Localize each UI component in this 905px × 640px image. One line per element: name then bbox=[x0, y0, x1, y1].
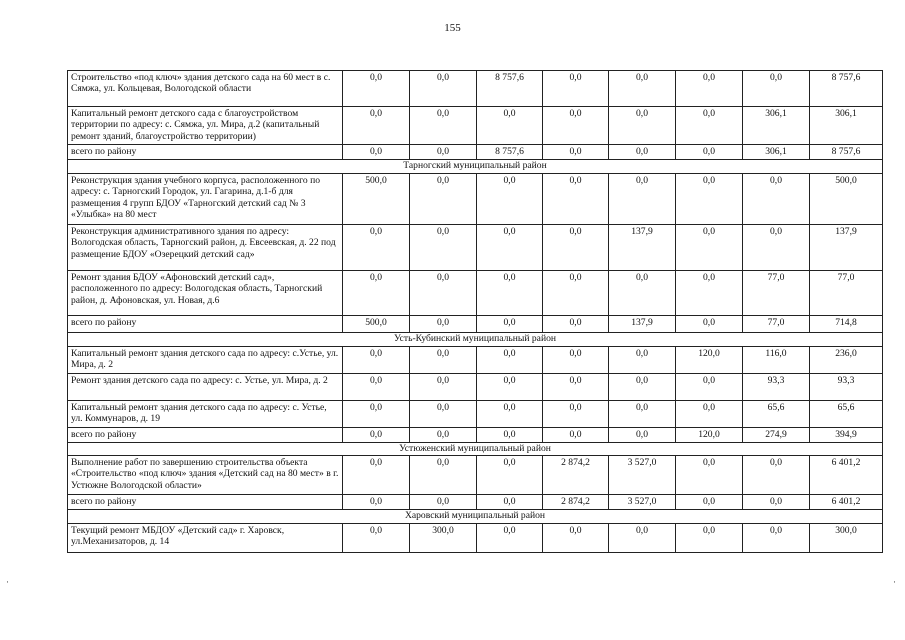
value-cell: 77,0 bbox=[743, 271, 810, 316]
value-cell: 0,0 bbox=[676, 524, 743, 553]
edge-mark-right: · bbox=[893, 577, 896, 587]
page-number: 155 bbox=[444, 22, 461, 34]
value-cell: 0,0 bbox=[343, 71, 410, 107]
value-cell: 0,0 bbox=[543, 428, 609, 443]
value-cell: 0,0 bbox=[477, 174, 543, 225]
region-header-row bbox=[68, 443, 883, 456]
value-cell: 0,0 bbox=[543, 71, 609, 107]
value-cell: 0,0 bbox=[343, 374, 410, 401]
value-cell: 120,0 bbox=[676, 347, 743, 374]
value-cell: 0,0 bbox=[743, 456, 810, 495]
row-description: Ремонт здания БДОУ «Афоновский детский сад», расположенного по адресу: Вологодская область, Тарногский район, д. Афоновская, ул. Новая, д.6 bbox=[68, 271, 343, 316]
value-cell: 0,0 bbox=[743, 225, 810, 271]
value-cell: 0,0 bbox=[477, 374, 543, 401]
region-header-row bbox=[68, 160, 883, 174]
table-row bbox=[68, 316, 883, 333]
value-cell: 3 527,0 bbox=[609, 456, 676, 495]
value-cell: 8 757,6 bbox=[810, 71, 883, 107]
value-cell: 65,6 bbox=[810, 401, 883, 428]
value-cell: 0,0 bbox=[343, 524, 410, 553]
value-cell: 0,0 bbox=[676, 401, 743, 428]
value-cell: 0,0 bbox=[676, 495, 743, 510]
value-cell: 0,0 bbox=[410, 456, 477, 495]
value-cell: 0,0 bbox=[410, 145, 477, 160]
value-cell: 0,0 bbox=[676, 316, 743, 333]
value-cell: 0,0 bbox=[543, 145, 609, 160]
region-header-row bbox=[68, 333, 883, 347]
row-description: всего по району bbox=[68, 145, 343, 160]
value-cell: 77,0 bbox=[743, 316, 810, 333]
funding-table bbox=[67, 70, 883, 553]
region-title: Тарногский муниципальный район bbox=[68, 160, 883, 174]
value-cell: 65,6 bbox=[743, 401, 810, 428]
value-cell: 0,0 bbox=[477, 495, 543, 510]
region-title: Усть-Кубинский муниципальный район bbox=[68, 333, 883, 347]
value-cell: 0,0 bbox=[609, 374, 676, 401]
table-row bbox=[68, 225, 883, 271]
value-cell: 137,9 bbox=[810, 225, 883, 271]
value-cell: 0,0 bbox=[743, 71, 810, 107]
row-description: всего по району bbox=[68, 495, 343, 510]
value-cell: 0,0 bbox=[676, 145, 743, 160]
row-description: Капитальный ремонт здания детского сада по адресу: с.Устье, ул. Мира, д. 2 bbox=[68, 347, 343, 374]
value-cell: 0,0 bbox=[477, 428, 543, 443]
row-description: всего по району bbox=[68, 316, 343, 333]
value-cell: 120,0 bbox=[676, 428, 743, 443]
value-cell: 0,0 bbox=[343, 347, 410, 374]
value-cell: 0,0 bbox=[543, 225, 609, 271]
value-cell: 500,0 bbox=[343, 174, 410, 225]
value-cell: 0,0 bbox=[343, 145, 410, 160]
value-cell: 236,0 bbox=[810, 347, 883, 374]
value-cell: 0,0 bbox=[477, 225, 543, 271]
value-cell: 8 757,6 bbox=[477, 71, 543, 107]
value-cell: 0,0 bbox=[543, 347, 609, 374]
table-row bbox=[68, 456, 883, 495]
value-cell: 0,0 bbox=[743, 174, 810, 225]
value-cell: 300,0 bbox=[410, 524, 477, 553]
value-cell: 0,0 bbox=[477, 316, 543, 333]
value-cell: 2 874,2 bbox=[543, 495, 609, 510]
value-cell: 0,0 bbox=[676, 107, 743, 145]
value-cell: 3 527,0 bbox=[609, 495, 676, 510]
value-cell: 0,0 bbox=[676, 271, 743, 316]
value-cell: 306,1 bbox=[743, 145, 810, 160]
value-cell: 0,0 bbox=[410, 401, 477, 428]
value-cell: 0,0 bbox=[343, 271, 410, 316]
value-cell: 0,0 bbox=[543, 174, 609, 225]
row-description: Капитальный ремонт здания детского сада по адресу: с. Устье, ул. Коммунаров, д. 19 bbox=[68, 401, 343, 428]
value-cell: 0,0 bbox=[410, 225, 477, 271]
value-cell: 0,0 bbox=[609, 145, 676, 160]
value-cell: 0,0 bbox=[410, 347, 477, 374]
value-cell: 0,0 bbox=[743, 495, 810, 510]
value-cell: 0,0 bbox=[477, 456, 543, 495]
value-cell: 6 401,2 bbox=[810, 456, 883, 495]
value-cell: 0,0 bbox=[609, 271, 676, 316]
value-cell: 714,8 bbox=[810, 316, 883, 333]
value-cell: 300,0 bbox=[810, 524, 883, 553]
value-cell: 8 757,6 bbox=[810, 145, 883, 160]
row-description: Реконструкция административного здания по адресу: Вологодская область, Тарногский район, д. Евсеевская, д. 22 под размещение БДОУ «Озерецкий детский сад» bbox=[68, 225, 343, 271]
value-cell: 116,0 bbox=[743, 347, 810, 374]
row-description: Ремонт здания детского сада по адресу: с. Устье, ул. Мира, д. 2 bbox=[68, 374, 343, 401]
value-cell: 0,0 bbox=[410, 71, 477, 107]
value-cell: 500,0 bbox=[810, 174, 883, 225]
table-row bbox=[68, 107, 883, 145]
value-cell: 0,0 bbox=[477, 401, 543, 428]
value-cell: 0,0 bbox=[543, 524, 609, 553]
value-cell: 2 874,2 bbox=[543, 456, 609, 495]
region-header-row bbox=[68, 510, 883, 524]
row-description: Строительство «под ключ» здания детского сада на 60 мест в с. Сямжа, ул. Кольцевая, Вологодской области bbox=[68, 71, 343, 107]
value-cell: 0,0 bbox=[343, 225, 410, 271]
value-cell: 0,0 bbox=[676, 456, 743, 495]
row-description: Выполнение работ по завершению строительства объекта «Строительство «под ключ» здания «Детский сад на 80 мест» в г. Устюжне Вологодской области» bbox=[68, 456, 343, 495]
value-cell: 0,0 bbox=[343, 107, 410, 145]
value-cell: 500,0 bbox=[343, 316, 410, 333]
value-cell: 0,0 bbox=[676, 174, 743, 225]
region-title: Устюженский муниципальный район bbox=[68, 443, 883, 456]
value-cell: 6 401,2 bbox=[810, 495, 883, 510]
value-cell: 0,0 bbox=[609, 524, 676, 553]
value-cell: 0,0 bbox=[743, 524, 810, 553]
value-cell: 93,3 bbox=[810, 374, 883, 401]
value-cell: 0,0 bbox=[609, 71, 676, 107]
row-description: Реконструкция здания учебного корпуса, расположенного по адресу: с. Тарногский Городок, ул. Гагарина, д.1-б для размещения 4 групп БДОУ «Тарногский детский сад № 3 «Улыбка» на 80 мест bbox=[68, 174, 343, 225]
value-cell: 0,0 bbox=[410, 271, 477, 316]
table-row bbox=[68, 71, 883, 107]
value-cell: 0,0 bbox=[543, 401, 609, 428]
value-cell: 0,0 bbox=[676, 71, 743, 107]
row-description: Капитальный ремонт детского сада с благоустройством территории по адресу: с. Сямжа, ул. Мира, д.2 (капитальный ремонт зданий, благоустройство территории) bbox=[68, 107, 343, 145]
value-cell: 0,0 bbox=[410, 374, 477, 401]
table-row bbox=[68, 495, 883, 510]
value-cell: 0,0 bbox=[343, 456, 410, 495]
value-cell: 0,0 bbox=[410, 495, 477, 510]
value-cell: 0,0 bbox=[609, 107, 676, 145]
value-cell: 274,9 bbox=[743, 428, 810, 443]
value-cell: 306,1 bbox=[743, 107, 810, 145]
table-row bbox=[68, 271, 883, 316]
table-row bbox=[68, 524, 883, 553]
value-cell: 0,0 bbox=[410, 428, 477, 443]
region-title: Харовский муниципальный район bbox=[68, 510, 883, 524]
row-description: всего по району bbox=[68, 428, 343, 443]
value-cell: 0,0 bbox=[343, 428, 410, 443]
value-cell: 0,0 bbox=[477, 524, 543, 553]
value-cell: 0,0 bbox=[543, 374, 609, 401]
value-cell: 0,0 bbox=[343, 401, 410, 428]
value-cell: 137,9 bbox=[609, 316, 676, 333]
table-row bbox=[68, 374, 883, 401]
value-cell: 93,3 bbox=[743, 374, 810, 401]
value-cell: 0,0 bbox=[410, 316, 477, 333]
value-cell: 0,0 bbox=[477, 347, 543, 374]
value-cell: 0,0 bbox=[676, 374, 743, 401]
value-cell: 0,0 bbox=[609, 401, 676, 428]
value-cell: 0,0 bbox=[343, 495, 410, 510]
value-cell: 0,0 bbox=[543, 316, 609, 333]
table-row bbox=[68, 347, 883, 374]
value-cell: 137,9 bbox=[609, 225, 676, 271]
value-cell: 8 757,6 bbox=[477, 145, 543, 160]
table-row bbox=[68, 145, 883, 160]
table-row bbox=[68, 401, 883, 428]
value-cell: 0,0 bbox=[676, 225, 743, 271]
value-cell: 0,0 bbox=[410, 174, 477, 225]
row-description: Текущий ремонт МБДОУ «Детский сад» г. Харовск, ул.Механизаторов, д. 14 bbox=[68, 524, 343, 553]
value-cell: 0,0 bbox=[543, 271, 609, 316]
value-cell: 77,0 bbox=[810, 271, 883, 316]
table-row bbox=[68, 174, 883, 225]
value-cell: 0,0 bbox=[543, 107, 609, 145]
value-cell: 0,0 bbox=[609, 428, 676, 443]
value-cell: 0,0 bbox=[477, 107, 543, 145]
table-row bbox=[68, 428, 883, 443]
value-cell: 0,0 bbox=[410, 107, 477, 145]
value-cell: 0,0 bbox=[477, 271, 543, 316]
value-cell: 394,9 bbox=[810, 428, 883, 443]
value-cell: 0,0 bbox=[609, 174, 676, 225]
value-cell: 0,0 bbox=[609, 347, 676, 374]
value-cell: 306,1 bbox=[810, 107, 883, 145]
edge-mark-left: · bbox=[6, 577, 9, 587]
